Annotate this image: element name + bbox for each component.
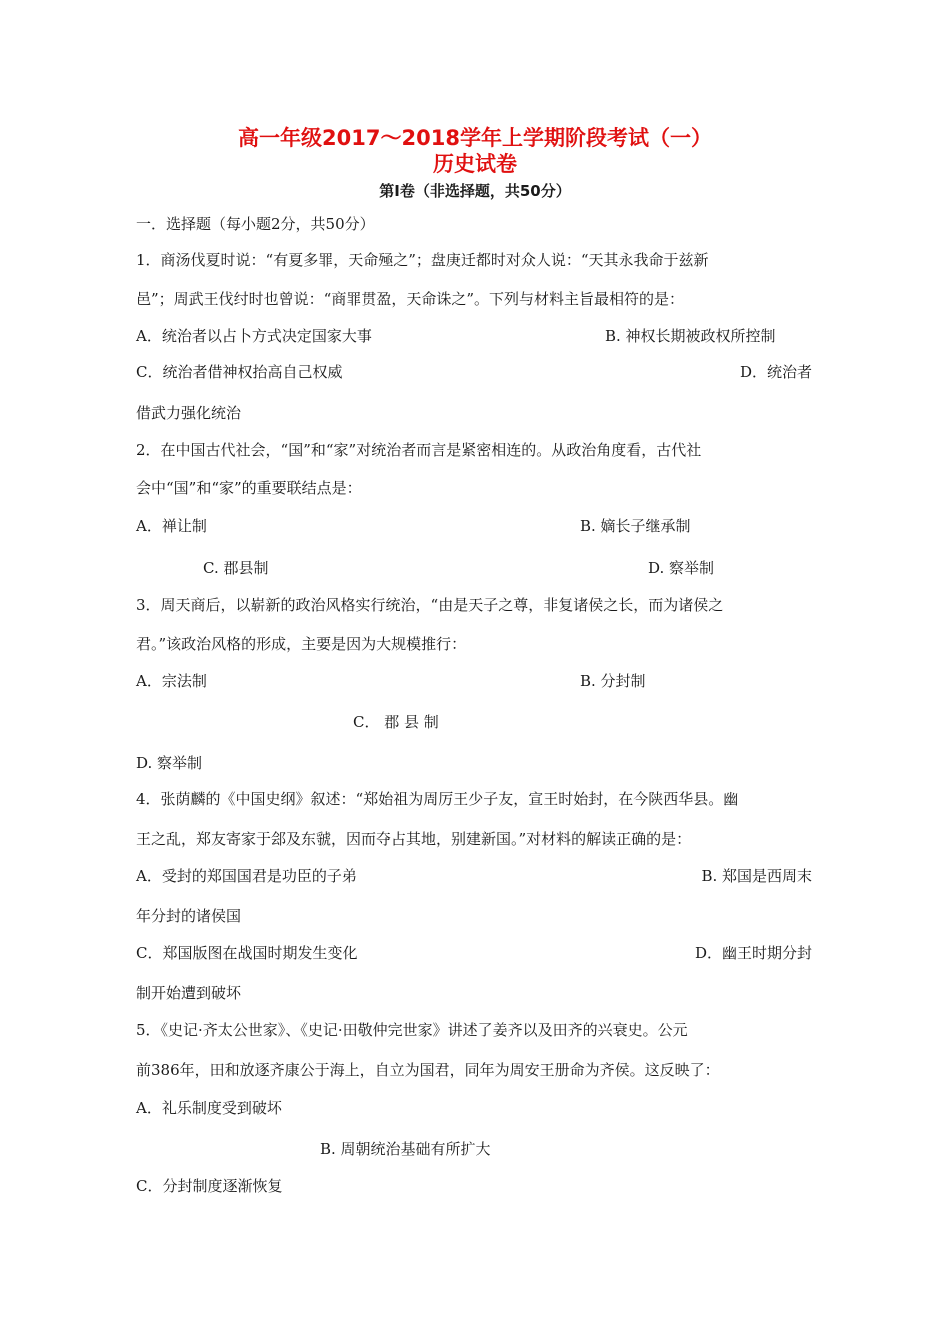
q1-option-d: D．统治者	[739, 363, 812, 381]
q3-stem-line1: 3．周天商后，以崭新的政治风格实行统治，“由是天子之尊，非复诸侯之长，而为诸侯之	[136, 596, 724, 614]
q1-option-d-cont: 借武力强化统治	[136, 404, 242, 422]
q3-option-b: B. 分封制	[580, 672, 646, 690]
q1-stem-line2: 邑”；周武王伐纣时也曾说：“商罪贯盈，天命诛之”。下列与材料主旨最相符的是：	[136, 290, 685, 308]
q2-stem-line1: 2．在中国古代社会，“国”和“家”对统治者而言是紧密相连的。从政治角度看，古代社	[136, 441, 702, 459]
q3-option-c: C． 郡 县 制	[353, 713, 439, 731]
q4-option-a: A．受封的郑国国君是功臣的子弟	[136, 867, 357, 885]
q2-option-d: D. 察举制	[648, 559, 715, 577]
q2-option-c: C. 郡县制	[203, 559, 269, 577]
q1-option-c: C．统治者借神权抬高自己权威	[136, 363, 343, 381]
q5-option-c: C．分封制度逐渐恢复	[136, 1177, 283, 1195]
q4-option-d: D．幽王时期分封	[694, 944, 812, 962]
q3-option-a: A．宗法制	[136, 672, 207, 690]
q4-option-b: B. 郑国是西周末	[701, 867, 812, 885]
q2-option-b: B. 嫡长子继承制	[580, 517, 691, 535]
q4-stem-line2: 王之乱，郑友寄家于郐及东虢，因而夺占其地，别建新国。”对材料的解读正确的是：	[136, 830, 692, 848]
part-heading: 一．选择题（每小题2分，共50分）	[136, 215, 375, 233]
section-heading: 第Ⅰ卷（非选择题，共50分）	[379, 182, 571, 200]
q5-option-b: B. 周朝统治基础有所扩大	[320, 1140, 491, 1158]
q4-stem-line1: 4．张荫麟的《中国史纲》叙述：“郑始祖为周厉王少子友，宣王时始封，在今陕西华县。幽	[136, 790, 739, 808]
q4-option-b-cont: 年分封的诸侯国	[136, 907, 242, 925]
q1-stem-line1: 1．商汤伐夏时说：“有夏多罪，天命殛之”；盘庚迁都时对众人说：“天其永我命于兹新	[136, 251, 709, 269]
q5-stem-line1: 5．《史记·齐太公世家》、《史记·田敬仲完世家》讲述了姜齐以及田齐的兴衰史。公元	[136, 1021, 688, 1039]
q3-stem-line2: 君。”该政治风格的形成，主要是因为大规模推行：	[136, 635, 467, 653]
q1-option-a: A．统治者以占卜方式决定国家大事	[136, 327, 372, 345]
q3-option-d: D. 察举制	[136, 754, 203, 772]
exam-title: 高一年级2017～2018学年上学期阶段考试（一）	[238, 126, 712, 150]
q2-option-a: A．禅让制	[136, 517, 207, 535]
exam-subtitle: 历史试卷	[433, 152, 517, 176]
q2-stem-line2: 会中“国”和“家”的重要联结点是：	[136, 479, 362, 497]
q4-option-d-cont: 制开始遭到破坏	[136, 984, 242, 1002]
q5-stem-line2: 前386年，田和放逐齐康公于海上，自立为国君，同年为周安王册命为齐侯。这反映了：	[136, 1061, 720, 1079]
q1-option-b: B. 神权长期被政权所控制	[605, 327, 776, 345]
q4-option-c: C．郑国版图在战国时期发生变化	[136, 944, 358, 962]
q5-option-a: A．礼乐制度受到破坏	[136, 1099, 282, 1117]
